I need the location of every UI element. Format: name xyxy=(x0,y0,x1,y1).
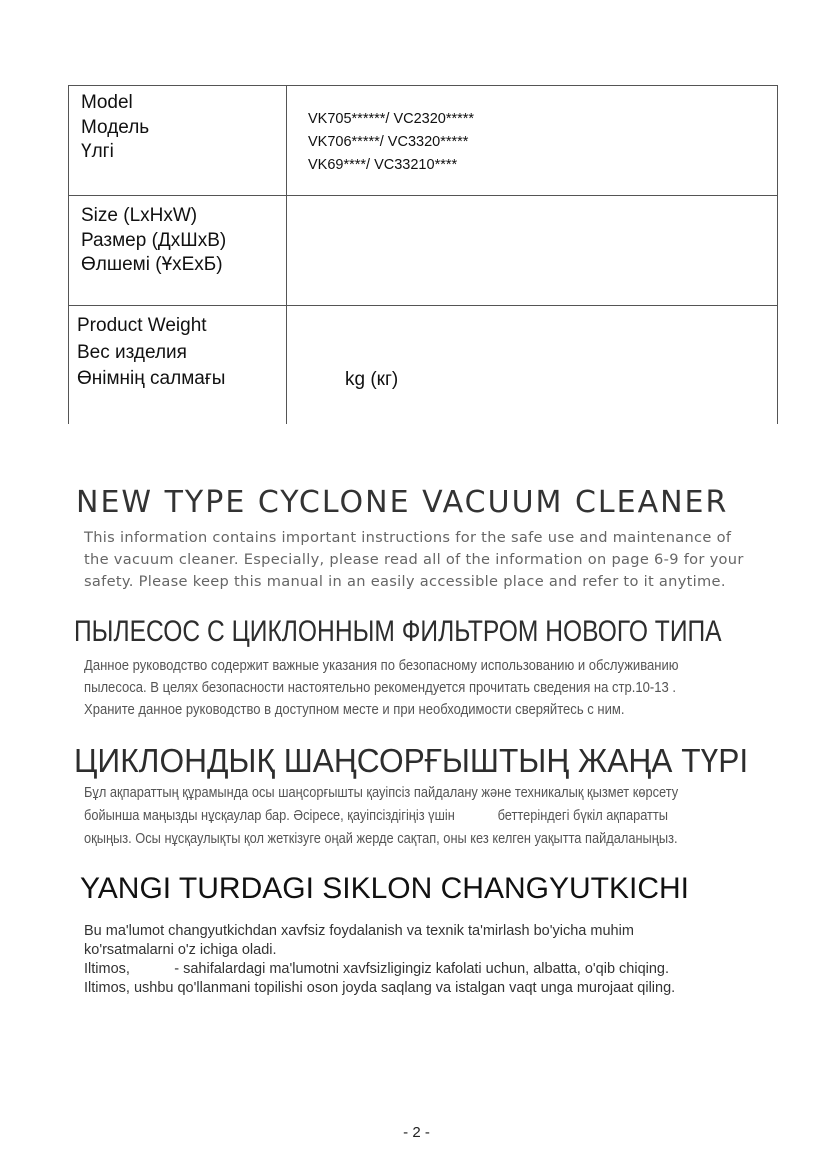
model-label-ru: Модель xyxy=(81,116,150,138)
weight-label-en: Product Weight xyxy=(77,315,207,336)
body-line: This information contains important instructions for the safe use and maintenance of xyxy=(84,529,732,546)
section-body-uz xyxy=(84,922,675,998)
column-divider xyxy=(286,86,287,195)
weight-label-ru: Вес изделия xyxy=(77,341,187,363)
model-value: VK706*****/ VC3320***** xyxy=(308,134,469,150)
model-label xyxy=(81,91,149,165)
body-line: safety. Please keep this manual in an easily accessible place and refer to it anytime. xyxy=(84,573,726,590)
body-line: the vacuum cleaner. Especially, please read all of the information on page 6-9 for your xyxy=(84,551,744,568)
body-line: бойынша маңызды нұсқаулар бар. Әсіресе, қауіпсіздігіңіз үшін беттеріндегі бүкіл ақпаратты xyxy=(84,807,669,824)
size-label-en: Size (LxHxW) xyxy=(81,205,198,226)
weight-label xyxy=(77,313,225,393)
size-label-kz: Өлшемі (ҰхЕхБ) xyxy=(81,254,223,275)
size-label-ru: Размер (ДхШхВ) xyxy=(81,229,227,251)
spec-row-weight xyxy=(69,306,777,424)
section-title-ru: ПЫЛЕСОС С ЦИКЛОННЫМ ФИЛЬТРОМ НОВОГО ТИПА xyxy=(74,615,722,648)
spec-row-model xyxy=(69,86,777,196)
page-number: - 2 - xyxy=(403,1124,430,1141)
size-label xyxy=(81,204,226,278)
body-line: Iltimos, - sahifalardagi ma'lumotni xavfsizligingiz kafolati uchun, albatta, o'qib chiqing. xyxy=(84,961,670,977)
body-line: Данное руководство содержит важные указания по безопасному использованию и обслуживанию xyxy=(84,657,679,674)
spec-row-size xyxy=(69,196,777,306)
column-divider xyxy=(286,306,287,424)
model-value: VK69****/ VC33210**** xyxy=(308,157,458,173)
body-line: пылесоса. В целях безопасности настоятельно рекомендуется прочитать сведения на стр.10-13 . xyxy=(84,679,676,696)
column-divider xyxy=(286,196,287,305)
body-line: оқыңыз. Осы нұсқаулықты қол жеткізуге оңай жерде сақтап, оны кез келген уақытта пайдаланыңыз. xyxy=(84,830,678,847)
section-body-kz xyxy=(84,781,678,850)
model-value: VK705******/ VC2320***** xyxy=(308,111,475,127)
model-label-kz: Үлгі xyxy=(81,141,114,162)
body-line: Bu ma'lumot changyutkichdan xavfsiz foydalanish va texnik ta'mirlash bo'yicha muhim xyxy=(84,923,634,939)
weight-unit: kg (кг) xyxy=(345,369,399,390)
section-title-en: NEW TYPE CYCLONE VACUUM CLEANER xyxy=(76,485,729,520)
body-line: ko'rsatmalarni o'z ichiga oladi. xyxy=(84,942,277,958)
model-label-en: Model xyxy=(81,92,133,113)
body-line: Храните данное руководство в доступном месте и при необходимости сверяйтесь с ним. xyxy=(84,701,625,718)
section-body-ru xyxy=(84,655,679,721)
section-body-en xyxy=(84,527,744,593)
weight-label-kz: Өнімнің салмағы xyxy=(77,368,226,389)
section-title-uz: YANGI TURDAGI SIKLON CHANGYUTKICHI xyxy=(80,872,689,905)
spec-table xyxy=(68,85,778,424)
section-title-kz: ЦИКЛОНДЫҚ ШАҢСОРҒЫШТЫҢ ЖАҢА ТҮРІ xyxy=(74,742,749,779)
body-line: Iltimos, ushbu qo'llanmani topilishi oson joyda saqlang va istalgan vaqt unga murojaat qiling. xyxy=(84,980,676,996)
body-line: Бұл ақпараттың құрамында осы шаңсорғышты қауіпсіз пайдалану және техникалық қызмет көрсету xyxy=(84,784,679,801)
model-values xyxy=(308,108,474,177)
